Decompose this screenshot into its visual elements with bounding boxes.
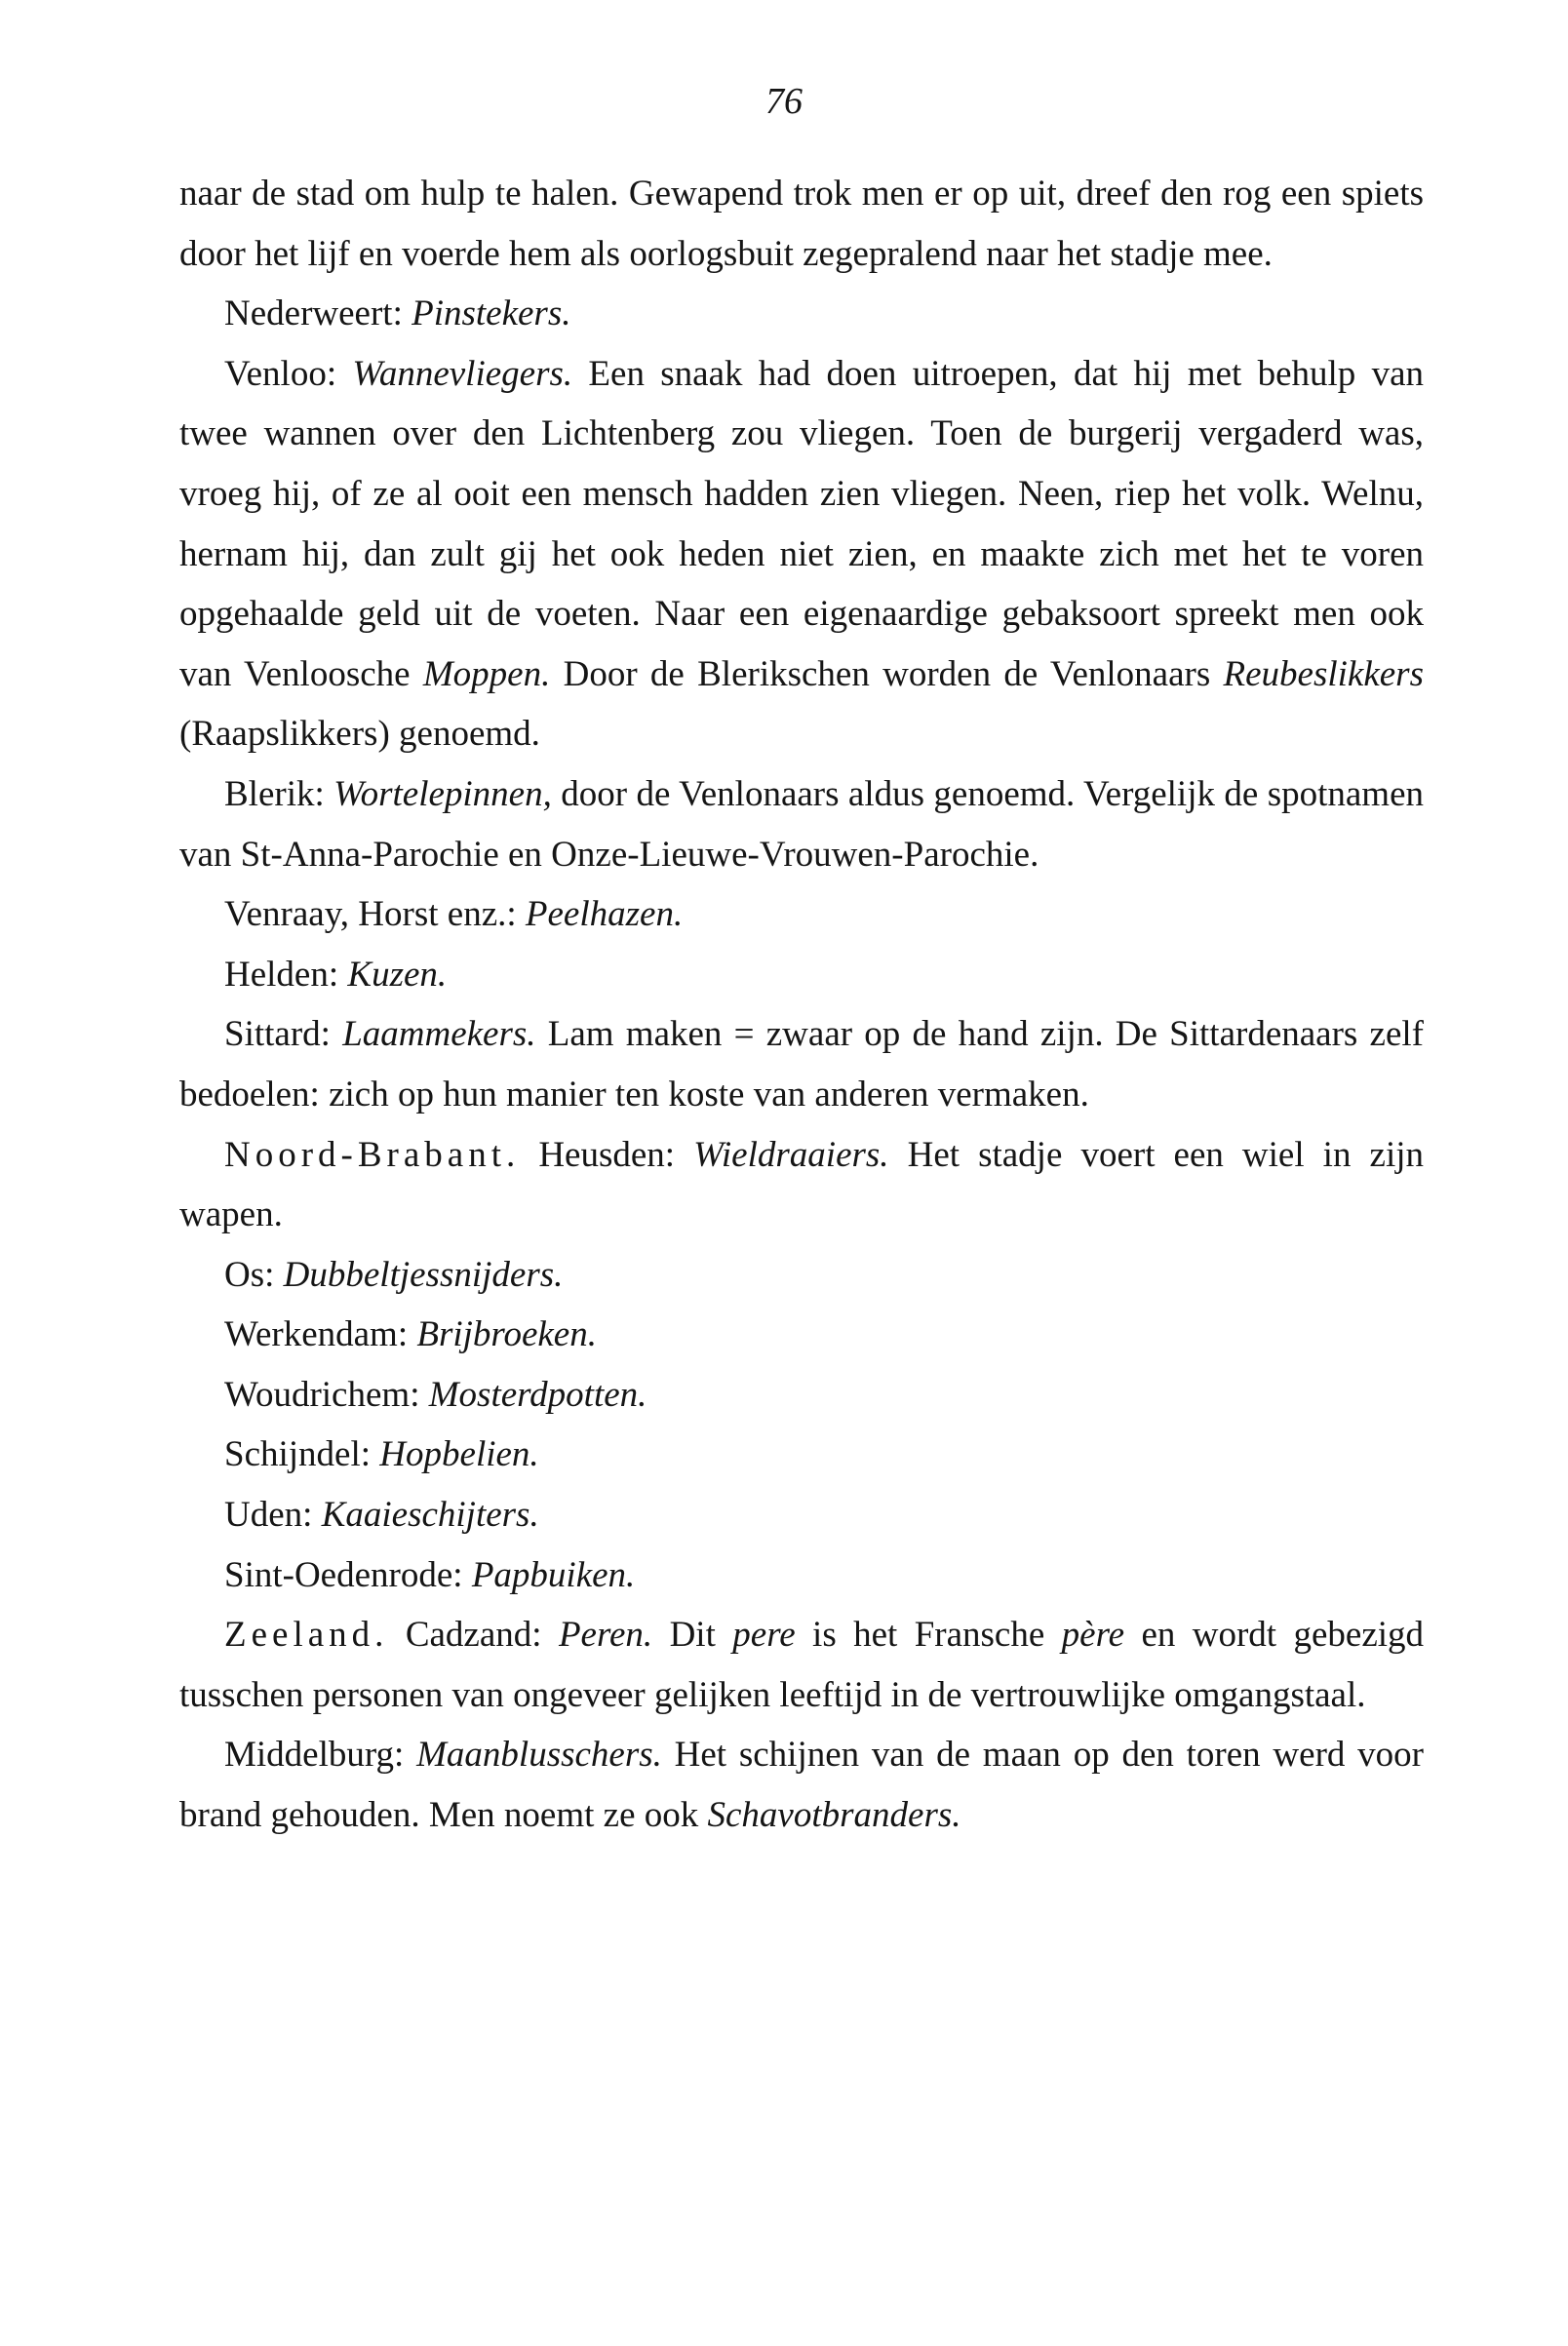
entry-uden: Uden: Kaaieschijters.: [224, 1495, 539, 1536]
entry-venraay: Venraay, Horst enz.: Peelhazen.: [224, 894, 684, 935]
nickname: Kaaieschijters.: [321, 1495, 539, 1536]
entry-text: Lam maken = zwaar op de hand zijn. De Sittardenaars zelf bedoelen: zich op hun manier ten koste van anderen vermaken.: [179, 1014, 1424, 1114]
body-text: [179, 164, 1424, 1846]
place-name: Middelburg: [224, 1735, 395, 1776]
nickname: Mosterdpotten.: [428, 1374, 647, 1415]
place-name: Venloo: [224, 353, 327, 394]
entry-text: (Raapslikkers) genoemd.: [179, 714, 540, 755]
italic-word: père: [1061, 1615, 1125, 1656]
italic-word: pere: [732, 1615, 796, 1656]
nickname: Maanblusschers.: [416, 1735, 662, 1776]
nickname: Brijbroeken.: [416, 1314, 597, 1355]
place-name: Helden: [224, 954, 329, 995]
entry-middelburg: Middelburg: Maanblusschers. Het schijnen van de maan op den toren werd voor brand gehouden. Men noemt ze ook Schavotbranders.: [179, 1735, 1424, 1836]
entry-text: Het schijnen van de maan op den toren werd voor brand gehouden. Men noemt ze ook: [179, 1735, 1424, 1836]
nickname: Laammekers.: [342, 1014, 536, 1055]
entry-text: Dit: [652, 1615, 733, 1656]
nickname: Reubeslikkers: [1223, 653, 1424, 694]
region-heading: Zeeland.: [224, 1615, 389, 1656]
place-name: Venraay, Horst enz.: [224, 894, 507, 935]
place-name: Cadzand: [405, 1615, 532, 1656]
nickname: Wannevliegers.: [352, 353, 573, 394]
nickname: Dubbeltjessnijders.: [283, 1254, 564, 1295]
entry-heusden: Noord-Brabant. Heusden: Wieldraaiers. Het stadje voert een wiel in zijn wapen.: [179, 1134, 1425, 1235]
nickname: Kuzen.: [347, 954, 448, 995]
place-name: Sittard: [224, 1014, 321, 1055]
paragraph-continuation: [179, 164, 1424, 284]
entry-schijndel: Schijndel: Hopbelien.: [224, 1434, 539, 1475]
entry-woudrichem: Woudrichem: Mosterdpotten.: [224, 1374, 647, 1415]
nickname: Papbuiken.: [471, 1554, 636, 1595]
paragraph-text: naar de stad om hulp te halen. Gewapend trok men er op uit, dreef den rog een spiets door het lijf en voerde hem als oorlogsbuit zegepralend naar het stadje mee.: [179, 174, 1424, 274]
region-heading: Noord-Brabant.: [224, 1134, 521, 1175]
entry-sint-oedenrode: Sint-Oedenrode: Papbuiken.: [224, 1554, 636, 1595]
place-name: Nederweert: [224, 293, 393, 334]
nickname: Peelhazen.: [525, 894, 684, 935]
entry-text: Door de Blerikschen worden de Venlonaars: [550, 653, 1224, 694]
place-name: Os: [224, 1254, 265, 1295]
entry-cadzand: Zeeland. Cadzand: Peren. Dit pere is het Fransche père en wordt gebezigd tusschen personen van ongeveer gelijken leeftijd in de vertrouwlijke omgangstaal.: [179, 1615, 1425, 1715]
place-name: Werkendam: [224, 1314, 398, 1355]
page-number: 76: [765, 81, 803, 122]
entry-werkendam: Werkendam: Brijbroeken.: [224, 1314, 597, 1355]
entry-text: door de Venlonaars aldus genoemd. Vergelijk de spotnamen van St-Anna-Parochie en Onze-Lieuwe-Vrouwen-Parochie.: [179, 773, 1425, 875]
nickname: Pinstekers.: [412, 293, 571, 334]
entry-nederweert: Nederweert: Pinstekers.: [224, 293, 571, 334]
entry-blerik: Blerik: Wortelepinnen, door de Venlonaars aldus genoemd. Vergelijk de spotnamen van St-Anna-Parochie en Onze-Lieuwe-Vrouwen-Parochie.: [179, 773, 1425, 875]
nickname: Hopbelien.: [379, 1434, 539, 1475]
nickname: Moppen.: [422, 653, 551, 694]
nickname: Wieldraaiers.: [693, 1134, 889, 1175]
place-name: Schijndel: [224, 1434, 361, 1475]
entry-text: Het stadje voert een wiel in zijn wapen.: [179, 1134, 1425, 1235]
entry-text: Een snaak had doen uitroepen, dat hij met behulp van twee wannen over den Lichtenberg zou vliegen. Toen de burgerij vergaderd was, vroeg hij, of ze al ooit een mensch hadden zien vliegen. Neen, riep het volk. Welnu, hernam hij, dan zult gij het ook heden niet zien, en maakte zich met het te voren opgehaalde geld uit de voeten. Naar een eigenaardige gebaksoort spreekt men ook van Venloosche: [179, 353, 1424, 694]
entry-os: Os: Dubbeltjessnijders.: [224, 1254, 564, 1295]
place-name: Sint-Oedenrode: [224, 1554, 453, 1595]
nickname: Schavotbranders.: [707, 1795, 961, 1836]
entry-venloo: Venloo: Wannevliegers. Een snaak had doen uitroepen, dat hij met behulp van twee wannen over den Lichtenberg zou vliegen. Toen de burgerij vergaderd was, vroeg hij, of ze al ooit een mensch hadden zien vliegen. Neen, riep het volk. Welnu, hernam hij, dan zult gij het ook heden niet zien, en maakte zich met het te voren opgehaalde geld uit de voeten. Naar een eigenaardige gebaksoort spreekt men ook van Venloosche Moppen. Door de Blerikschen worden de Venlonaars Reubeslikkers (Raapslikkers) genoemd.: [179, 353, 1424, 755]
entry-text: is het Fransche: [795, 1615, 1062, 1656]
place-name: Blerik: [224, 773, 315, 814]
place-name: Uden: [224, 1495, 303, 1536]
entry-text: en wordt gebezigd tusschen personen van ongeveer gelijken leeftijd in de vertrouwlijke omgangstaal.: [179, 1615, 1425, 1715]
entry-helden: Helden: Kuzen.: [224, 954, 448, 995]
nickname: Wortelepinnen,: [333, 773, 552, 814]
place-name: Heusden: [538, 1134, 665, 1175]
entry-sittard: Sittard: Laammekers. Lam maken = zwaar op de hand zijn. De Sittardenaars zelf bedoelen: zich op hun manier ten koste van anderen vermaken.: [179, 1014, 1424, 1114]
place-name: Woudrichem: [224, 1374, 411, 1415]
nickname: Peren.: [558, 1615, 653, 1656]
